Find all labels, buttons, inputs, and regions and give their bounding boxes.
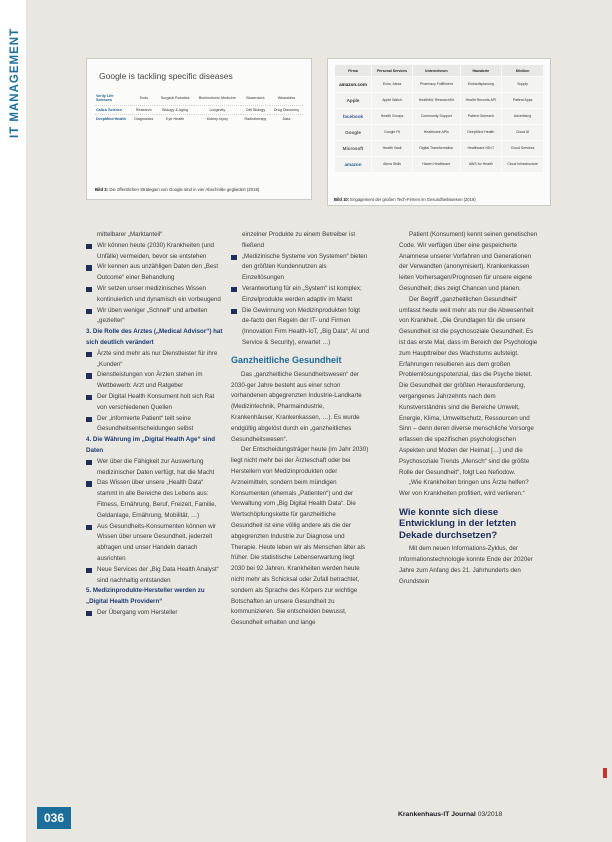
table-cell: Health Groups [372,109,412,124]
table-cell: Health Vault [372,141,412,156]
table-cell: Community Support [413,109,459,124]
bullet-item: Verantwortung für ein „System“ ist komplex; Einzelprodukte werden adaptiv im Markt [231,284,369,306]
numbered-subheading: 3. Die Rolle des Arztes („Medical Advisor“) hat sich deutlich verändert [86,328,223,346]
table-cell: Haven Healthcare [413,157,459,172]
column-header: Kliniken [502,65,543,76]
paragraph: Patient (Konsument) kennt seinen genetischen Code. Wir verfügen über eine gespeicherte Anamnese unserer Vorfahren und Generationen der Verwandten (anonymisiert). Krankenkassen leiten Vorhersagen/Prognosen für unsere eigene Gesundheit; dies zeigt Chancen und planen. [399,231,538,292]
column-header: Hausärzte [461,65,502,76]
table-cell: Diagnostics [131,115,157,124]
figure-caption-text: Die öffentlichen Strategien von Google sind in vier Abschnitte gegliedert (2018) [109,187,260,192]
table-cell: Cloud Services [502,141,543,156]
table-row [335,141,543,156]
journal-name: Krankenhaus-IT Journal [398,811,476,818]
paragraph: Der Begriff „ganzheitlichen Gesundheit“ umfasst heute weit mehr als nur die Abwesenheit von Krankheit. „Die Grundlagen für die unsere Gesundheit ist die psychosoziale Gesundheit. Es ist das erste Mal, dass im Bereich der Psychologie zum Haupttreiber des Wachstums aufsteigt. Erfahrungen resultieren aus dem großen Problemlösungspotenzial, das die Psyche bietet. Die Gesundheit der größten Herausforderung, vergangenes Jahrzehnts nach dem Kunstverständnis sind die Bereiche Umwelt, Energie, Klima, Umweltschutz, Ressourcen und Sinn – denn deren diverse menschliche Vorsorge erfassen die spezifischen psychologischen Aspekten und Moden der Heimat […] und die Psychosoziale Trends „Mensch“ sind die größte Rolle der Gesundheit“, folgt Leo Nefiodow. [399,295,538,476]
bullet-item: Neue Services der „Big Data Health Analyst“ sind nachhaltig entstanden [86,565,224,587]
paragraph: Das „ganzheitliche Gesundheitswesen“ der 2030-ger Jahre besteht aus einer schon vorhandenen abgegrenzten Industrie-Landkarte (Medizintechnik, Pharmaindustrie, Krankenhäuser, Krankenkassen, …). Es wurde endgültig abgelöst durch ein „ganzheitliches Gesundheitswesen“. [231,370,362,443]
tech-firms-table [334,64,544,173]
firm-logo-cell: facebook [335,109,371,124]
continued-text: einzelner Produkte zu einem Betreiber ist fließend [242,231,356,249]
continued-text: mittelbarer „Marktanteil“ [97,231,163,238]
row-header-cell: Calico Science [95,105,131,114]
journal-footer [398,811,502,818]
table-row [335,93,543,108]
figure-caption [95,187,305,192]
table-cell: Apple Watch [372,93,412,108]
bullet-item: Aus Gesundheits-Konsumenten können wir Wissen über unsere Gesundheit, jederzeit abfragen und unser Handeln danach ausrichten [86,522,224,565]
table-cell: Digital Transformation [413,141,459,156]
numbered-subheading: 5. Medizinprodukte-Hersteller werden zu „Digital Health Providern“ [86,587,205,606]
tech-firms-figure [327,58,551,206]
bullet-item: Wir kennen aus unzähligen Daten den „Best Outcome“ einer Behandlung [86,262,224,284]
table-cell: Drug Discovery [270,105,303,114]
google-strategy-table [95,92,303,124]
table-cell: Kidney Injury [194,115,241,124]
table-row [95,105,303,114]
text-column-1 [86,230,224,619]
paragraph: „Wie Krankheiten bringen uns Ärzte helfen? Wer von Krankheiten profitiert, wird verlieren.“ [399,479,529,498]
table-cell: Patient Apps [502,93,543,108]
table-cell: Radiotherapy [241,115,270,124]
bullet-item: „Medizinische Systeme von Systemen“ bieten den größten Kundennutzen als Einzellösungen [231,252,369,284]
text-column-2 [231,230,369,629]
figure-title: Google is tackling specific diseases [99,71,233,81]
table-cell: Echo, Alexa [372,77,412,92]
table-cell: DeepMind Health [461,125,502,140]
firm-logo-cell: Google [335,125,371,140]
table-row [335,77,543,92]
section-label: IT MANAGEMENT [9,28,21,139]
row-header-cell: DeepMind Health [95,115,131,124]
row-header-cell: Verily Life Sciences [96,94,114,103]
table-cell: Tools [139,96,149,101]
firm-logo-cell: Microsoft [335,141,371,156]
table-cell: Biology & Aging [157,105,194,114]
table-cell: Health Records API [461,93,502,108]
bullet-item: Der Übergang vom Hersteller [86,608,224,619]
firm-logo-cell: amazon [335,157,371,172]
bullet-item: Der „informierte Patient“ teilt seine Gesundheitsentscheidungen selbst [86,414,224,436]
paragraph: Mit dem neuen Informations-Zyklus, der Informationstechnologie konnte Ende der 2020er Jahre zum Anfang des 21. Jahrhunderts den Grundstein [399,545,533,585]
bullet-item: Wir üben weniger „Schnell“ und arbeiten „gezielter“ [86,306,224,328]
table-cell: Surgical Robotics [160,96,190,101]
column-header: Unternehmen [413,65,459,76]
page-edge-marker [603,768,607,778]
bullet-item: Die Gewinnung von Medizinprodukten folgt de-facto den Regeln der IT- und Firmen (Innovation Firm Health-IoT, „Big Data“, AI und Service & Security), erwartet …) [231,306,369,349]
table-cell: Cloud AI [502,125,543,140]
bullet-item: Wir können heute (2030) Krankheiten (und Unfälle) vermeiden, bevor sie entstehen [86,241,224,263]
paragraph: Der Entscheidungsträger heute (im Jahr 2030) liegt nicht mehr bei der Ärzteschaft oder bei Herstellern von Medizinprodukten oder Arzneimitteln, sondern beim mündigen Konsumenten (ehemals „Patienten“) und der Verwaltung vom „Big Digital Health Data“. Die Wertschöpfungskette für ganzheitliche Gesundheit ist eine völlig andere als die der abgegrenzten Industrie zur Diagnose und Therapie. Heute leben wir als Menschen älter als früher. Die statistische Lebenserwartung liegt 2030 bei 92 Jahren. Krankheiten werden heute nicht mehr als Schicksal oder Zufall betrachtet, sondern als Sprache des Körpers zur wichtige Botschaften an unsere Gesundheit zu kommunizieren. Sie entscheiden bewusst, Gesundheit erhalten und lange [231,446,369,627]
figure-caption-text: Engagement der großen Tech-Firmen im Gesundheitswesen (2018) [350,197,476,202]
column-header: Personal Services [372,65,412,76]
table-cell: Longevity [194,105,241,114]
firm-logo-cell: amazon.com [335,77,371,92]
table-row [335,157,543,172]
bullet-item: Ärzte sind mehr als nur Dienstleister für ihre „Kunden“ [86,349,224,371]
table-cell: Bioelectronic Medicine [198,96,236,101]
table-cell: Patient Outreach [461,109,502,124]
table-cell: Cell Biology [241,105,270,114]
table-row [95,92,303,105]
bullet-item: Dienstleistungen von Ärzten stehen im Wettbewerb: Arzt und Ratgeber [86,370,224,392]
journal-issue: 03/2018 [477,811,503,818]
section-heading: Ganzheitliche Gesundheit [231,354,342,365]
table-cell: Pharmacy Fulfillment [413,77,459,92]
numbered-subheading: 4. Die Währung im „Digital Health Age“ sind Daten [86,436,216,454]
table-cell: Wearables [277,96,296,101]
table-cell: Einkaufsplanung [461,77,502,92]
column-header: Firma [335,65,371,76]
figure-caption [334,197,546,202]
table-cell: Healthcare NExT [461,141,502,156]
table-cell: Biosensors [246,96,265,101]
table-cell: Research [131,105,157,114]
table-cell: Google Fit [372,125,412,140]
table-cell: Advertising [502,109,543,124]
bullet-item: Wir setzen unser medizinisches Wissen kontinuierlich und dynamisch ein vorbeugend [86,284,224,306]
page-number: 036 [37,807,71,829]
table-row [95,115,303,124]
table-cell: Cloud Infrastructure [502,157,543,172]
figure-caption-label: Bild 3: [95,187,109,192]
section-heading: Wie konnte sich diese Entwicklung in der letzten Dekade durchsetzen? [399,506,517,541]
firm-logo-cell: Apple [335,93,371,108]
table-cell: Data [270,115,303,124]
figure-caption-label: Bild 10: [334,197,350,202]
table-row [335,109,543,124]
bullet-item: Der Digital Health Konsument holt sich Rat von verschiedenen Quellen [86,392,224,414]
table-cell: HealthKit, ResearchKit [413,93,459,108]
section-tab [0,0,26,842]
table-cell: Supply [502,77,543,92]
table-cell: Alexa Skills [372,157,412,172]
bullet-item: Das Wissen über unsere „Health Data“ stammt in alle Bereiche des Lebens aus: Fitness, Ernährung, Beruf, Freizeit, Familie, Geldanlage, Ernährung, Mobilität, …) [86,478,224,521]
google-strategy-figure [86,58,312,200]
table-cell: Healthcare APIs [413,125,459,140]
table-cell: AWS for Health [461,157,502,172]
bullet-item: Wer über die Fähigkeit zur Auswertung medizinischer Daten verfügt, hat die Macht [86,457,224,479]
table-row [335,125,543,140]
table-cell: Eye Health [157,115,194,124]
text-column-3 [399,230,539,588]
